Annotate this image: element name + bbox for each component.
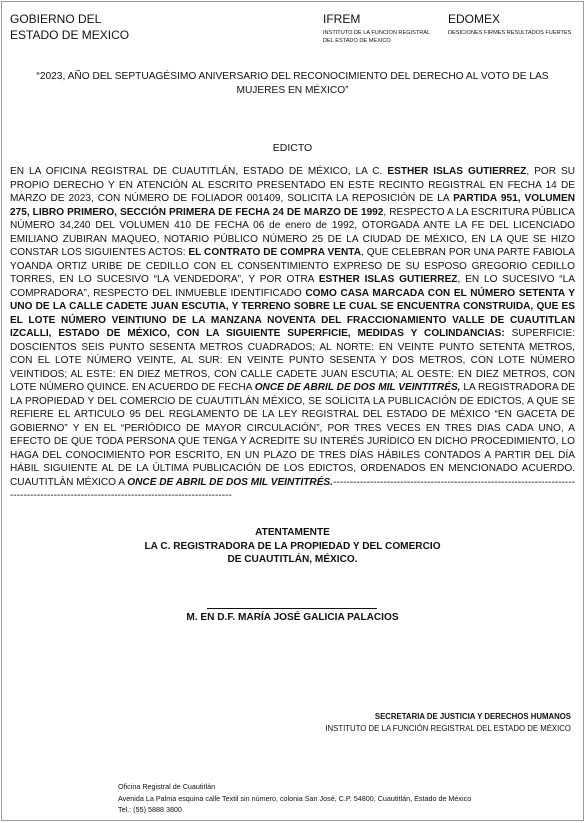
ifrem-block xyxy=(323,11,443,45)
edomex-subtitle: DESICIONES FIRMES RESULTADOS FUERTES xyxy=(448,30,572,36)
agreement-date: ONCE DE ABRIL DE DOS MIL VEINTITRÉS, xyxy=(254,382,461,393)
gobierno-line-2: ESTADO DE MEXICO xyxy=(10,28,130,42)
signature-block xyxy=(2,526,583,567)
body-text-3: , RESPECTO A LA ESCRITURA PÚBLICA NÚMERO 34,240 DEL VOLUMEN 410 DE FECHA 06 de enero de 1992, OTORGADA ANTE LA FE DEL LICENCIADO EMILIANO ZUBIRAN MAQUEO, NOTARIO PÚBLICO NÚMERO 25 DE LA CIUDAD DE MÉXICO, EN LA QUE SE HIZO CONSTAR LOS SIGUIENTES ACTOS: xyxy=(10,206,576,258)
ifrem-subtitle-line-2: DEL ESTADO DE MEXICO xyxy=(323,38,391,44)
signer-name: M. EN D.F. MARÍA JOSÉ GALICIA PALACIOS xyxy=(186,612,399,623)
ifrem-title: IFREM xyxy=(323,12,361,26)
body-text-6: SUPERFICIE: DOSCIENTOS SEIS PUNTO SESENTA METROS CUADRADOS; AL NORTE: EN VEINTE PUNTO SETENTA METROS, CON EL LOTE NÚMERO VEINTE, AL SUR: EN VEINTE PUNTO SESENTA Y DOS METROS, CON LOTE NÚMERO VEINTIDOS; AL ESTE: EN DIEZ METROS, CON CALLE CADETE JUAN ESCUTIA; AL OESTE: EN DIEZ METROS, CON LOTE NÚMERO QUINCE. EN ACUERDO DE FECHA xyxy=(10,328,575,393)
body-text-4: , QUE CELEBRAN POR UNA PARTE FABIOLA YOANDA ORTIZ URIBE DE CEDILLO CON EL CONSENTIMIENTO EXPRESO DE SU ESPOSO GREGORIO CEDILLO TORRES, EN LO SUCESIVO “LA VENDEDORA”, Y POR OTRA xyxy=(10,247,575,285)
secretaria-line-2: INSTITUTO DE LA FUNCIÓN REGISTRAL DEL ESTADO DE MÉXICO xyxy=(325,724,571,733)
office-footer xyxy=(118,781,471,816)
body-text-2: , POR SU PROPIO DERECHO Y EN ATENCIÓN AL ESCRITO PRESENTADO EN ESTE RECINTO REGISTRAL EN FECHA 14 DE MARZO DE 2023, CON NÚMERO DE FOLIADOR 001409, SOLICITA LA REPOSICIÓN DE LA xyxy=(10,166,575,204)
signature-line-3: DE CUAUTITLÁN, MÉXICO. xyxy=(227,554,358,565)
closing-date: ONCE DE ABRIL DE DOS MIL VEINTITRÉS. xyxy=(127,476,333,488)
buyer-name: ESTHER ISLAS GUTIERREZ xyxy=(318,274,458,285)
contract-type: EL CONTRATO DE COMPRA VENTA xyxy=(188,247,362,258)
signature-line-1: ATENTAMENTE xyxy=(255,527,330,538)
letterhead xyxy=(2,11,583,55)
signature-rule xyxy=(207,608,377,609)
body-text-1: EN LA OFICINA REGISTRAL DE CUAUTITLÁN, ESTADO DE MÉXICO, LA C. xyxy=(10,166,388,177)
document-page xyxy=(1,1,584,821)
footer-address: Avenida La Palma esquina calle Textil sin número, colonia San José, C.P. 54800, Cuautitlán, Estado de México xyxy=(118,793,472,803)
applicant-name: ESTHER ISLAS GUTIERREZ xyxy=(387,166,527,177)
partida-reference: PARTIDA 951, VOLUMEN 275, LIBRO PRIMERO, SECCIÓN PRIMERA DE FECHA 24 DE MARZO DE 1992 xyxy=(10,193,575,218)
edicto-body xyxy=(10,165,575,503)
secretaria-line-1: SECRETARIA DE JUSTICIA Y DERECHOS HUMANOS xyxy=(374,712,571,721)
ifrem-subtitle xyxy=(323,29,443,45)
year-slogan: “2023, AÑO DEL SEPTUAGÉSIMO ANIVERSARIO DEL RECONOCIMIENTO DEL DERECHO AL VOTO DE LAS MUJERES EN MÉXICO” xyxy=(36,71,549,96)
body-text-5: , EN LO SUCESIVO “LA COMPRADORA”, RESPECTO DEL INMUEBLE IDENTIFICADO xyxy=(10,274,575,299)
body-dash-fill: ------------------------------------------------------------------------------------------------------------------------------------------ xyxy=(10,476,575,501)
edicto-title: EDICTO xyxy=(272,142,313,154)
ifrem-subtitle-line-1: INSTITUTO DE LA FUNCION REGISTRAL xyxy=(323,30,431,36)
signature-line-2: LA C. REGISTRADORA DE LA PROPIEDAD Y DEL COMERCIO xyxy=(144,540,441,552)
property-description: COMO CASA MARCADA CON EL NÚMERO SETENTA Y UNO DE LA CALLE CADETE JUAN ESCUTIA, Y TERRENO SOBRE LE CUAL SE ENCUENTRA CONSTRUIDA, QUE ES EL LOTE NÚMERO VEINTIUNO DE LA MANZANA NOVENTA DEL FRACCIONAMIENTO VALLE DE CUAUTITLAN IZCALLI, ESTADO DE MÉXICO, CON LA SIGUIENTE SUPERFICIE, MEDIDAS Y COLINDANCIAS: xyxy=(10,287,575,339)
footer-phone: Tel.: (55) 5888 3800 xyxy=(118,805,182,814)
gobierno-line-1: GOBIERNO DEL xyxy=(10,12,102,26)
footer-office-name: Oficina Registral de Cuautitlán xyxy=(118,782,216,791)
edomex-block xyxy=(448,11,583,37)
secretaria-block xyxy=(325,711,571,735)
edomex-title: EDOMEX xyxy=(448,12,501,26)
body-text-7: LA REGISTRADORA DE LA PROPIEDAD Y DEL COMERCIO DE CUAUTITLÁN MÉXICO, SE SOLICITA LA PUBLICACIÓN DE EDICTOS, A QUE SE REFIERE EL ARTICULO 95 DEL REGLAMENTO DE LA LEY REGISTRAL DEL ESTADO DE MÉXICO “EN GACETA DE GOBIERNO” Y EN EL “PERIÓDICO DE MAYOR CIRCULACIÓN”, POR TRES VECES EN TRES DIAS CADA UNO, A EFECTO DE QUE TODA PERSONA QUE TENGA Y ACREDITE SU INTERÉS JURÍDICO EN DICHO PROCEDIMIENTO, LO HAGA DEL CONOCIMIENTO POR ESCRITO, EN UN PLAZO DE TRES DÍAS HÁBILES CONTADOS A PARTIR DEL DÍA HÁBIL SIGUIENTE AL DE LA ÚLTIMA PUBLICACIÓN DE LOS EDICTOS, ORDENADOS EN MENCIONADO ACUERDO. CUAUTITLÁN MÉXICO A xyxy=(10,382,575,488)
gobierno-block xyxy=(10,11,160,43)
